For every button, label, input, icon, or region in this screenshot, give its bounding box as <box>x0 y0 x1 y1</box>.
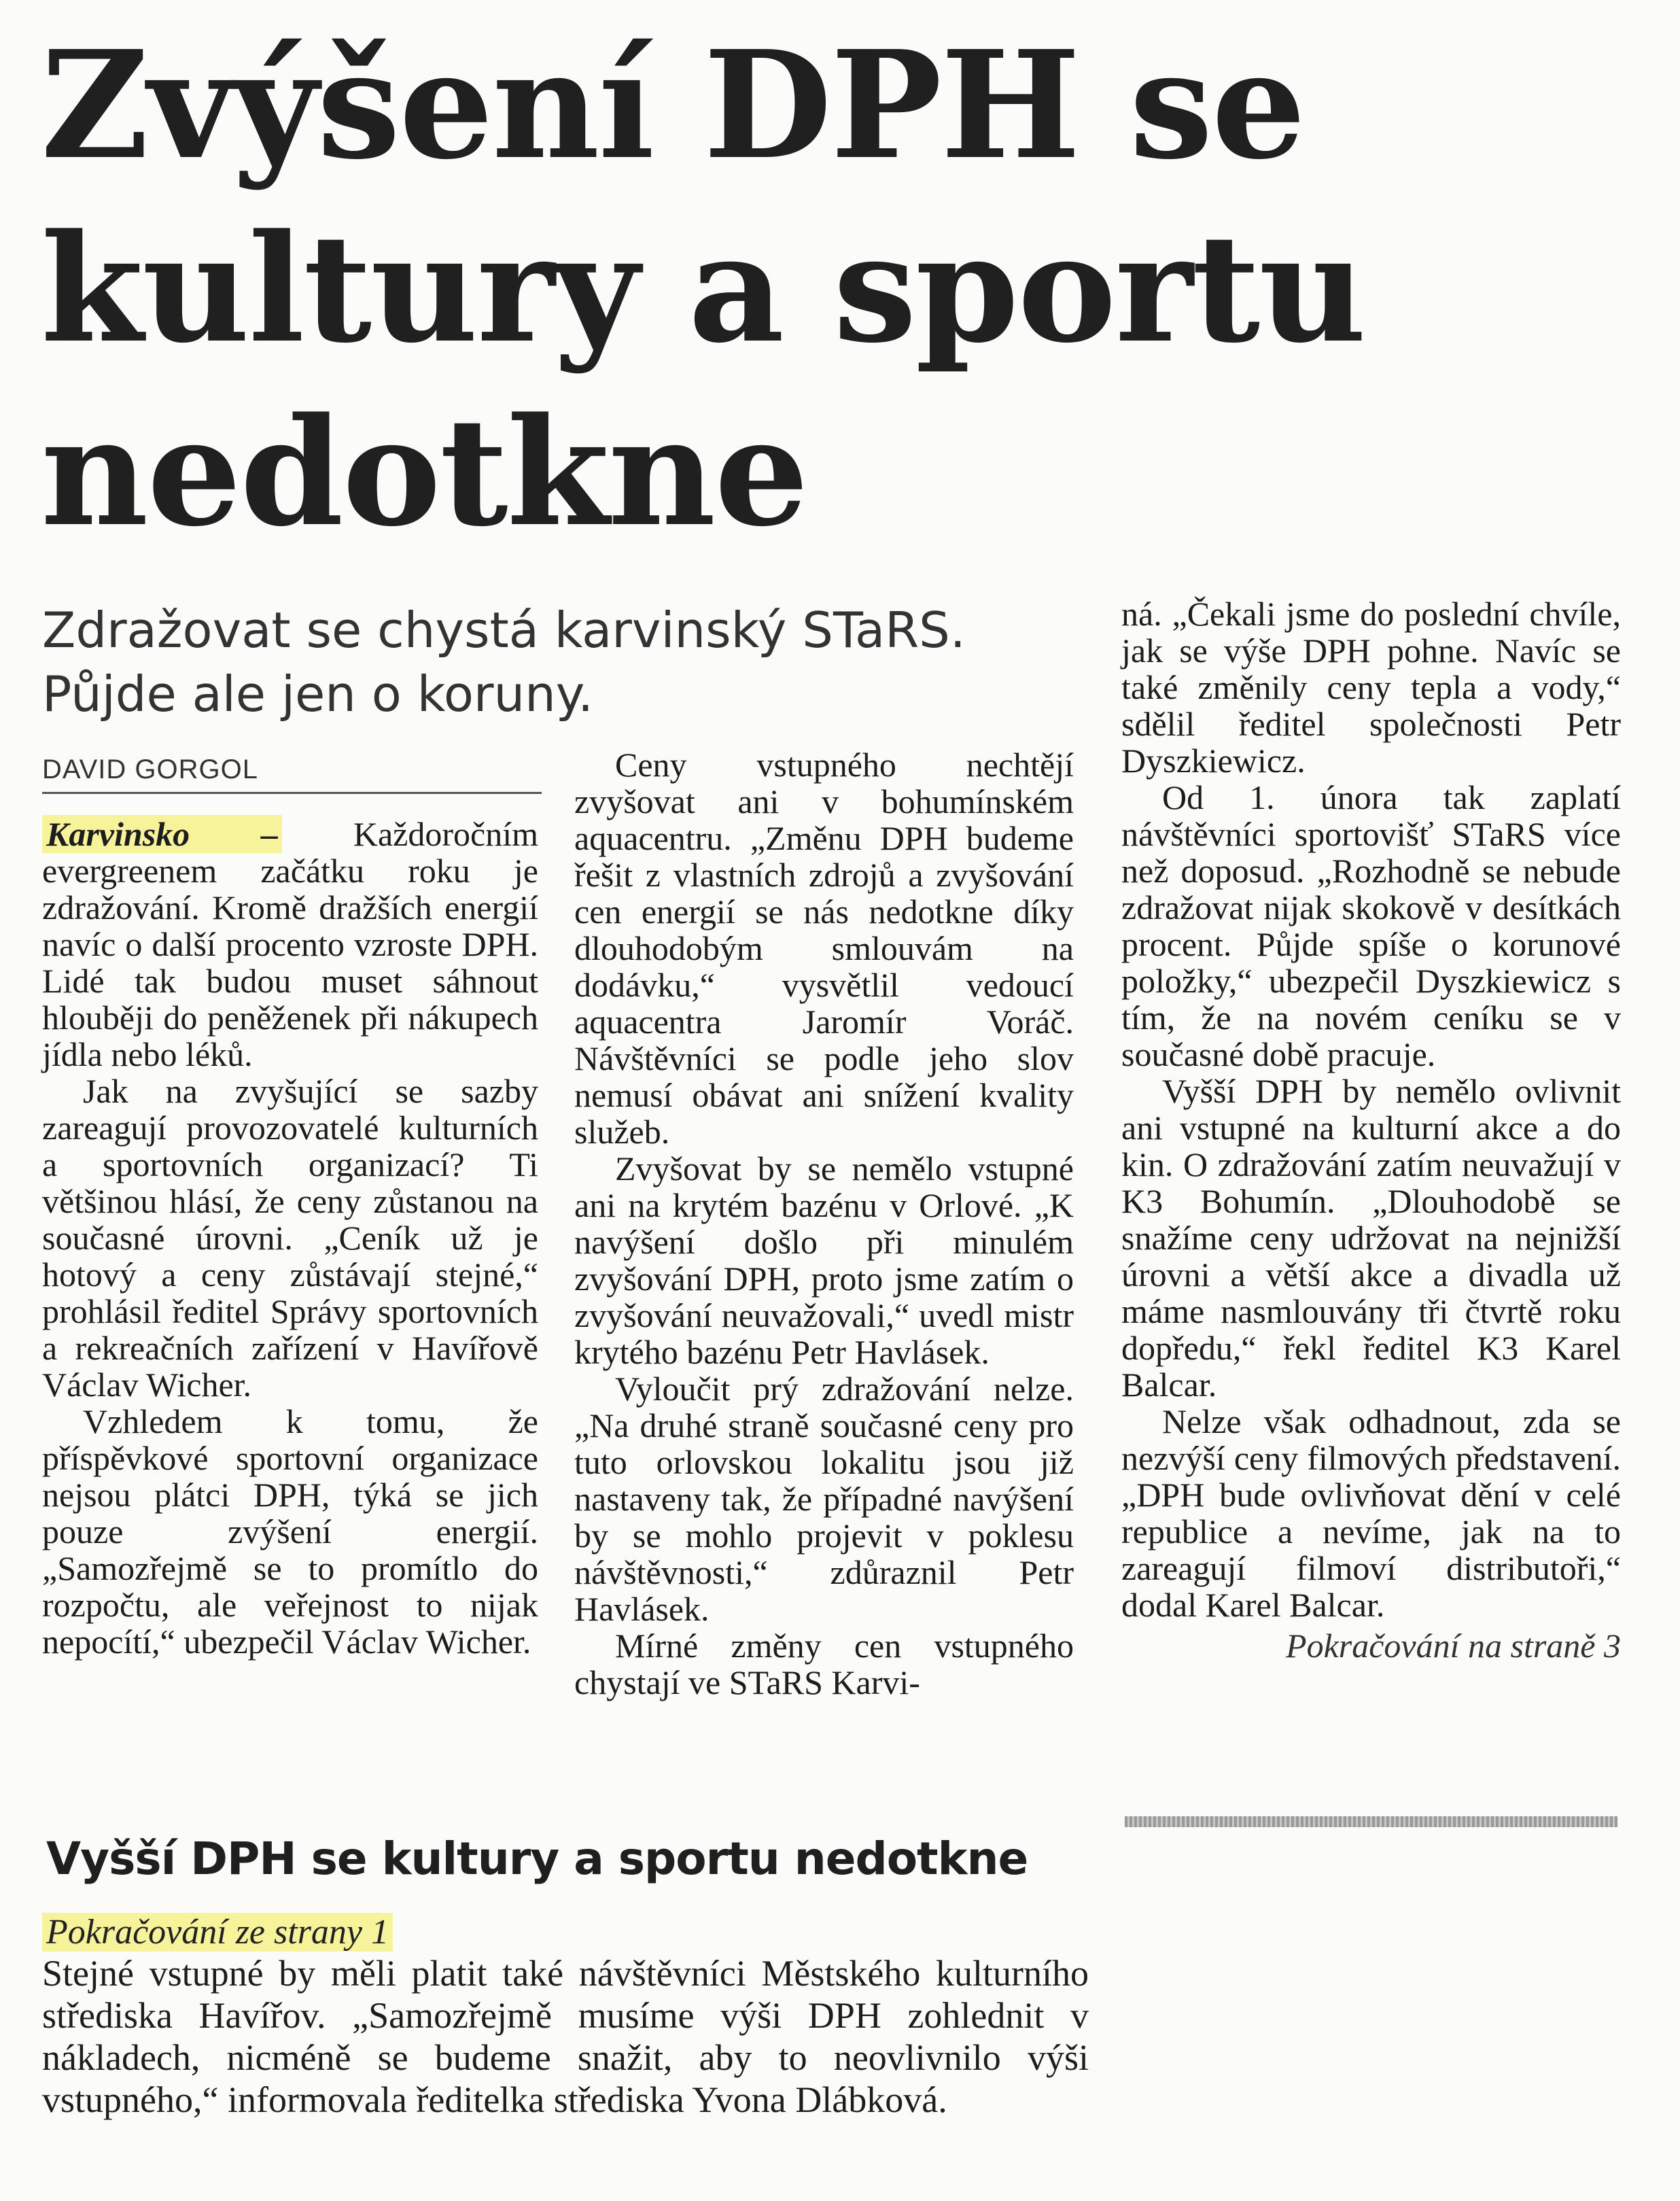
continued-on-page: Pokračování na straně 3 <box>1286 1627 1621 1665</box>
paragraph: Nelze však odhadnout, zda se nezvýší ceny filmových představení. „DPH bude ovlivňovat dění v celé republice a nevíme, jak na to zareagují filmoví distributoři,“ dodal Karel Balcar. <box>1121 1402 1621 1624</box>
continued-from-text: Pokračování ze strany 1 <box>42 1913 393 1952</box>
paragraph: Od 1. února tak zaplatí návštěvníci sportovišť STaRS více než doposud. „Rozhodně se nebude zdražovat nijak skokově v desítkách procent. Půjde spíše o korunové položky,“ ubezpečil Dyszkiewicz s tím, že na novém ceníku se v současné době pracuje. <box>1121 778 1621 1073</box>
paragraph-text: Každoročním evergreenem začátku roku je zdražování. Kromě dražších energií navíc o další procento vzroste DPH. Lidé tak budou muset sáhnout hlouběji do peněženek při nákupech jídla nebo léků. <box>42 815 538 1073</box>
paragraph: Jak na zvyšující se sazby zareagují provozovatelé kulturních a sportovních organizací? Ti většinou hlásí, že ceny zůstanou na současné úrovni. „Ceník už je hotový a ceny zůstávají stejné,“ prohlásil ředitel Správy sportovních a rekreačních zařízení v Havířově Václav Wicher. <box>42 1072 538 1404</box>
paragraph: Vyšší DPH by nemělo ovlivnit ani vstupné na kulturní akce a do kin. O zdražování zatím neuvažují v K3 Bohumín. „Dlouhodobě se snažíme ceny udržovat na nejnižší úrovni a větší akce a divadla už máme nasmlouvány tři čtvrtě roku dopředu,“ řekl ředitel K3 Karel Balcar. <box>1121 1072 1621 1404</box>
paragraph: Zvyšovat by se nemělo vstupné ani na krytém bazénu v Orlové. „K navýšení došlo při minulém zvyšování DPH, proto jsme zatím o zvyšování neuvažovali,“ uvedl mistr krytého bazénu Petr Havlásek. <box>574 1149 1074 1371</box>
continued-from-label <box>42 1911 393 1954</box>
paragraph <box>42 816 538 1073</box>
deck: Zdražovat se chystá karvinský STaRS. Půjde ale jen o koruny. <box>42 602 966 723</box>
section-divider <box>1125 1816 1617 1827</box>
paragraph: Ceny vstupného nechtějí zvyšovat ani v bohumínském aquacentru. „Změnu DPH budeme řešit z vlastních zdrojů a zvyšování cen energií se nás nedotkne díky dlouhodobým smlouvám na dodávku,“ vysvětlil vedoucí aquacentra Jaromír Voráč. Návštěvníci se podle jeho slov nemusí obávat ani snížení kvality služeb. <box>574 746 1074 1151</box>
article-column-1 <box>42 816 538 1660</box>
headline: Zvýšení DPH se kultury a sportu nedotkne <box>41 18 1365 559</box>
continuation-headline: Vyšší DPH se kultury a sportu nedotkne <box>46 1833 1028 1885</box>
paragraph: Vyloučit prý zdražování nelze. „Na druhé straně současné ceny pro tuto orlovskou lokalitu jsou již nastaveny tak, že případné navýšení by se mohlo projevit v poklesu návštěvnosti,“ zdůraznil Petr Havlásek. <box>574 1370 1074 1628</box>
paragraph: Mírné změny cen vstupného chystají ve STaRS Karvi- <box>574 1627 1074 1701</box>
continuation-text: Stejné vstupné by měli platit také návštěvníci Městského kulturního střediska Havířov. „Samozřejmě musíme výši DPH zohlednit v nákladech, nicméně se budeme snažit, aby to neovlivnilo výši vstupného,“ informovala ředitelka střediska Yvona Dlábková. <box>42 1953 1089 2120</box>
byline: DAVID GORGOL <box>42 755 542 794</box>
article-column-3 <box>1121 595 1621 1664</box>
paragraph: Vzhledem k tomu, že příspěvkové sportovní organizace nejsou plátci DPH, týká se jich pouze zvýšení energií. „Samozřejmě se to promítlo do rozpočtu, ale veřejnost to nijak nepocítí,“ ubezpečil Václav Wicher. <box>42 1402 538 1661</box>
article-column-2 <box>574 746 1074 1701</box>
paragraph: ná. „Čekali jsme do poslední chvíle, jak se výše DPH pohne. Navíc se také změnily ceny tepla a vody,“ sdělil ředitel společnosti Petr Dyszkiewicz. <box>1121 595 1621 780</box>
dateline: Karvinsko – <box>42 815 282 853</box>
